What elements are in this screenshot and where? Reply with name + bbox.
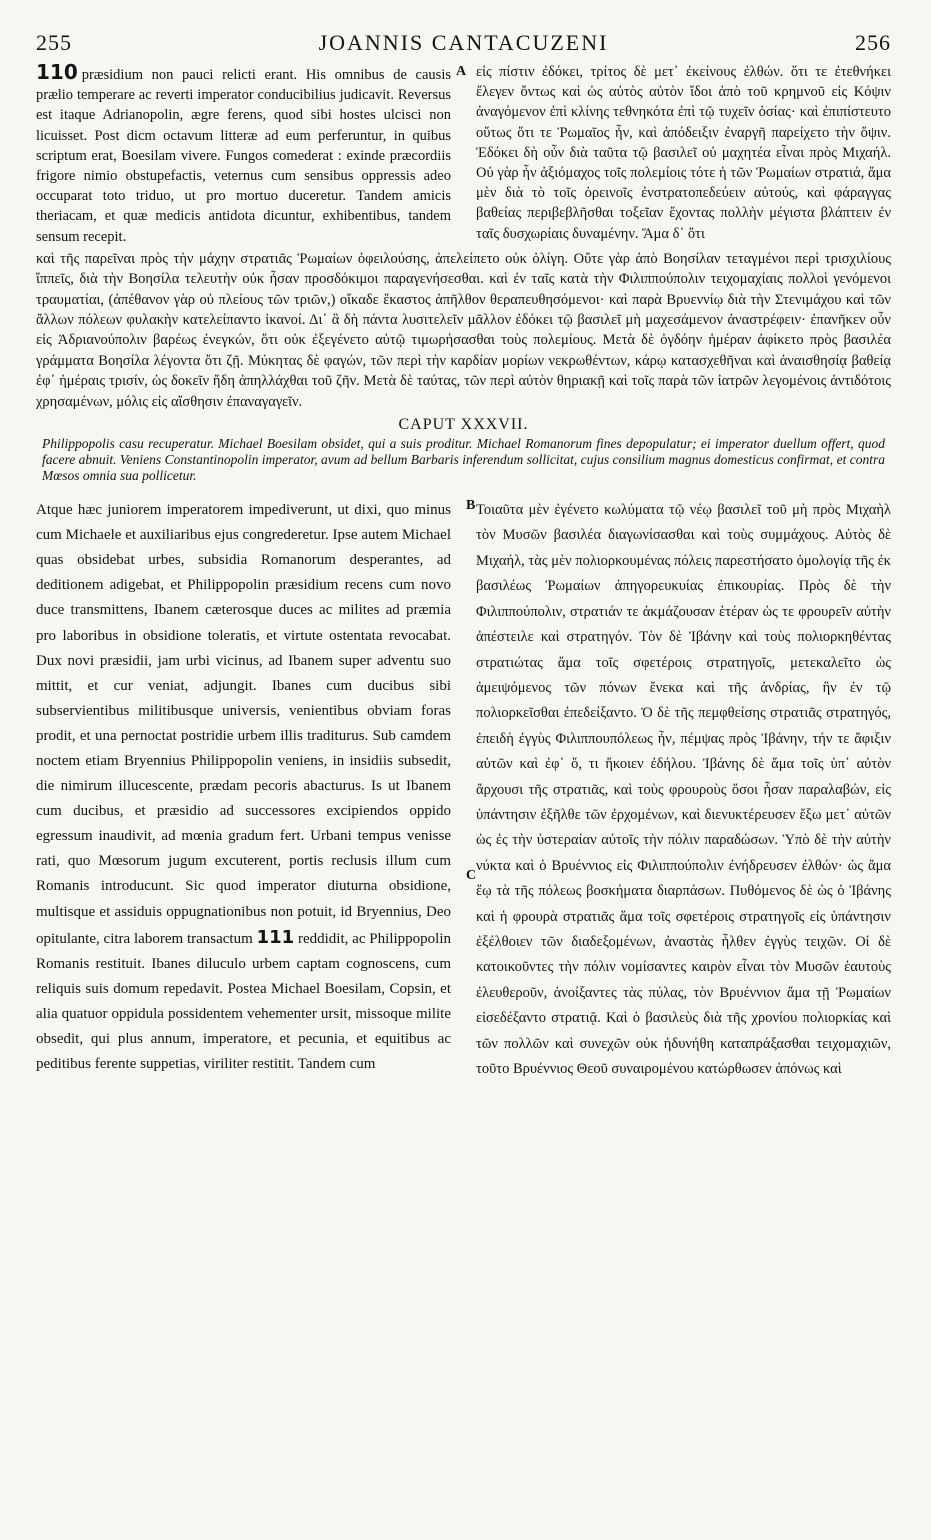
top-latin-paragraph <box>36 62 451 247</box>
section-marker-111: 111 <box>256 926 295 948</box>
bottom-latin-column <box>36 498 451 1082</box>
bottom-latin-text-1: Atque hæc juniorem imperatorem impediverunt, ut dixi, quo minus cum Michaele et auxiliaribus ejus congrederetur. Ipse autem Michael quas obsidebat urbes, subsidia Romanorum desperantes, ad deditionem adigebat, et Philippopolin præsidium recens cum novo duce transmittens, Ibanem cæterosque duces ac milites ad præmia pro laboribus in obsidione toleratis, et virtute ostentata revocabat. Dux novi præsidii, jam urbi vicinus, ad Ibanem super adventu suo mittit, et cur veniat, adjungit. Ibanes cum ducibus sibi subservientibus militibusque universis, venientibus obviam foras prodit, et una pernoctat postridie urbem illis traditurus. Sub camdem noctem etiam Bryennius Philippopolin veniens, in insidiis subsedit, die nimirum illucescente, prædam pecoris abacturus. Is ut Ibanem cum ducibus, et præsidio ad successores excipiendos oppido egressum inaudivit, ad mœnia gradum fert. Urbani tempus venisse rati, quo Mœsorum jugum excuterent, portis reclusis illum cum Romanis introducunt. Sic quod imperator diuturna obsidione, multisque et assiduis oppugnationibus non potuit, id Bryennius, Deo opitulante, citra laborem transactum <box>36 502 451 947</box>
top-greek-text: εἰς πίστιν ἐδόκει, τρίτος δὲ μετ᾽ ἐκείνους ἐλθών. ὅτι τε ἐτεθνήκει ἔλεγεν ὄντως καὶ ὡς αὐτὸς αὐτὸν ἴδοι ἀπὸ τοῦ κρημνοῦ εἰς Κόψιν ἀναγόμενον ἐπὶ κλίνης τεθνηκότα ἐπὶ τῷ τυχεῖν ὁσίας· καὶ ἐπιπίστευτο οὕτως ὅτι τε Ῥωμαῖος ἦν, καὶ ἀπόδειξιν ἐναργῆ παρείχετο τὴν ὄψιν. Ἐδόκει δὴ οὖν διὰ ταῦτα τῷ βασιλεῖ οὐ μαχητέα εἶναι πρὸς Μιχαήλ. Οὐ γὰρ ἦν ἀξιόμαχος τοῖς πολεμίοις τότε ἡ τῶν Ῥωμαίων στρατιά, ἅμα μὲν διὰ τὸ τοῖς ὀρεινοῖς ἐνστρατοπεδεύειν αὐτούς, καὶ φάραγγας βαθείας περιβεβλῆσθαι τοξεῖαν ἔχοντας πολλὴν μέγιστα βλάπτειν ἐν ταῖς δυσχωρίαις δυναμένην. Ἅμα δ᾽ ὅτι <box>476 64 891 242</box>
running-header <box>36 30 891 62</box>
section-marker-110: 110 <box>36 60 78 84</box>
page-number-right: 256 <box>855 30 891 55</box>
margin-letter-a: A <box>456 64 467 79</box>
chapter-heading: CAPUT XXXVII. <box>398 416 529 434</box>
page-number-left: 255 <box>36 30 72 55</box>
bottom-columns <box>36 498 891 1082</box>
margin-letter-b: B <box>466 498 476 514</box>
top-latin-column <box>36 62 451 247</box>
bottom-greek-column <box>476 498 891 1082</box>
chapter-summary: Philippopolis casu recuperatur. Michael Boesilam obsidet, qui a suis proditur. Michael Romanorum fines depopulatur; ei imperator duellum offert, quod facere abnuit. Veniens Constantinopolin imperator, avum ad bellum Barbaris inferendum sollicitat, cujus consilium magnus domesticus confirmat, et contra Mœsos omnia sua pollicetur. <box>42 436 885 484</box>
margin-letter-c: C <box>466 868 477 884</box>
full-greek-text: καὶ τῆς παρεῖναι πρὸς τὴν μάχην στρατιᾶς Ῥωμαίων ὀφειλούσης, ἀπελείπετο οὐκ ὀλίγη. Οὔτε γὰρ ἀπὸ Βοησίλαν τεταγμένοι περὶ τρισχιλίους ἵππεῖς, διὰ τὴν Βοησίλα τελευτὴν οὐκ ἦσαν προσδόκιμοι παραγενήσεσθαι. καὶ ἐν ταῖς κατὰ τὴν Φιλιππούπολιν τειχομαχίαις πολλοὶ γενόμενοι τραυματίαι, (ἀπέθανον γὰρ οὐ πλείους τῶν τριῶν,) οἴκαδε ἕκαστος ἀπῆλθον θεραπευθησόμενοι· καὶ παρὰ Βρυεννίῳ διὰ τὴν Στενιμάχου καὶ τῶν ἄλλων πόλεων φυλακὴν κατελείπαντο ἱκανοί. Δι᾽ ἃ δὴ πάντα λυσιτελεῖν μᾶλλον ἐδόκει τῷ βασιλεῖ μὴ μαχεσάμενον ἀναστρέφειν· ἐπανῆκεν οὖν εἰς Ἀδριανούπολιν βαρέως ἐνεγκών, ὅτι οὐκ ἐξεγένετο αὐτῷ τιμωρήσασθαι τοὺς πολεμίους. Μετὰ δὲ ὀγδόην ἡμέραν ἀφίκετο πρὸς βασιλέα γράμματα Βοησίλα λέγοντα ὅτι ζῇ. Μύκητας δὲ φαγών, τῶν περὶ τὴν καρδίαν μορίων νεκρωθέντων, κάρῳ κατασχεθῆναι καὶ ἀναισθησίᾳ βαθείᾳ ἐφ᾽ ἡμέραις τρισίν, ὡς δοκεῖν ἤδη ἀπηλλάχθαι τοῦ ζῆν. Μετὰ δὲ ταύτας, τῶν περὶ αὐτὸν θηριακῇ καὶ τοῖς παρὰ τῶν ἰατρῶν λεγομένοις ἀντιδότοις χρησαμένων, μόλις εἰς αἴσθησιν ἐπαναγαγεῖν. <box>36 250 891 410</box>
running-title: JOANNIS CANTACUZENI <box>318 30 609 55</box>
top-columns <box>36 62 891 247</box>
top-greek-column <box>456 62 891 247</box>
top-latin-text: præsidium non pauci relicti erant. His omnibus de causis prælio temperare ac reverti imperator conducibilius judicavit. Reversus est itaque Adrianopolin, ægre ferens, quod sibi hostes ulcisci non licuisset. Post dicm octavum litteræ ad eum perferuntur, in quibus scriptum erat, Boesilam vivere. Fungos comederat : exinde præcordiis frigore nimio obstupefactis, veternus cum sensibus oppressis adeo occuparat toto triduo, ut pro mortuo duceretur. Tandem amicis theriacam, et quæ medicis antidota dicuntur, exhibentibus, tandem sensum recepit. <box>36 67 451 245</box>
bottom-latin-text-2: reddidit, ac Philippopolin Romanis restituit. Ibanes diluculo urbem captam cognoscens, cum reliquis suis domum repedavit. Postea Michael Boesilam, Copsin, et alia quatuor oppidula possidentem vehementer ursit, missoque milite obsedit, qui plus annum, imperatore, et pecunia, et equitibus ac peditibus ferente suppetias, viriliter restitit. Tandem cum <box>36 930 451 1073</box>
full-width-greek <box>36 249 891 412</box>
bottom-greek-text: Τοιαῦτα μὲν ἐγένετο κωλύματα τῷ νέῳ βασιλεῖ τοῦ μὴ πρὸς Μιχαὴλ τὸν Μυσῶν βασιλέα διαγωνίσασθαι καὶ τοὺς συμμάχους. Αὐτὸς δὲ Μιχαήλ, τὰς μὲν πολιορκουμένας πόλεις παρεστήσατο ὁμολογίᾳ τῆς ἐκ βασιλέως Ῥωμαίων ἀπηγορευκυίας ἐπικουρίας. Πρὸς δὲ τὴν Φιλιππούπολιν, στρατιάν τε ἀκμάζουσαν ἑτέραν ὡς τε φρουρεῖν αὐτὴν ἀπέστειλε καὶ στρατηγόν. Τὸν δὲ Ἰβάνην καὶ τοὺς πολιορκηθέντας στρατιώτας ἅμα τοῖς σφετέροις στρατηγοῖς, μετεκαλεῖτο ὡς ἀμειψόμενος τῶν πόνων ἕνεκα καὶ τῆς ἀνδρίας, ἣν ἐν τῷ πολιορκεῖσθαι ἐπεδείξαντο. Ὁ δὲ τῆς πεμφθείσης στρατιᾶς στρατηγός, ἐπειδὴ ἐγγὺς Φιλιππουπόλεως ἦν, πέμψας πρὸς Ἰβάνην, τήν τε ἄφιξιν αὐτῶν καὶ ἐφ᾽ ὅ, τι ἥκοιεν ἐδήλου. Ἰβάνης δὲ ἅμα τοῖς ὑπ᾽ αὐτὸν ἄρχουσι τῆς στρατιᾶς, καὶ τοὺς φρουροὺς ὅσοι ἦσαν παραλαβών, εἰς ὑπάντησιν ἐξῆλθε τῶν ἐρχομένων, καὶ διενυκτέρευσεν ἔξω μετ᾽ αὐτῶν ὡς ἐς τὴν ὑστεραίαν αὐτοῖς τὴν πόλιν παραδώσων. Ὑπὸ δὲ τὴν αὐτὴν νύκτα καὶ ὁ Βρυέννιος εἰς Φιλιππούπολιν ἐνήδρευσεν ἐλθών· ὡς ἅμα ἕῳ τὰ τῆς πόλεως βοσκήματα διαρπάσων. Πυθόμενος δὲ ὡς ὁ Ἰβάνης καὶ ἡ φρουρὰ στρατιᾶς ἅμα τοῖς σφετέροις στρατηγοῖς εἰς ὑπάντησιν ἐξέλθοιεν τῶν διαδεξομένων, ἀναστὰς ἦλθεν ἐγγὺς τειχῶν. Οἱ δὲ κατοικοῦντες τὴν πόλιν νομίσαντες καιρὸν εἶναι τὸν Μυσῶν ἑαυτοὺς ἐλευθεροῦν, ἀνοίξαντες τὰς πύλας, τὸν Βρυέννιον ἅμα τῇ Ῥωμαίων εἰσεδέξαντο στρατιᾷ. Καὶ ὁ βασιλεὺς διὰ τῆς χρονίου πολιορκίας καὶ τῶν πολλῶν καὶ συνεχῶν οὐκ ἠδυνήθη καταπράξασθαι τειχομαχιῶν, τοῦτο Βρυέννιος Θεοῦ συναιρομένου κατώρθωσεν ἀπόνως καὶ <box>476 502 891 1078</box>
bottom-latin-paragraph <box>36 498 451 1077</box>
